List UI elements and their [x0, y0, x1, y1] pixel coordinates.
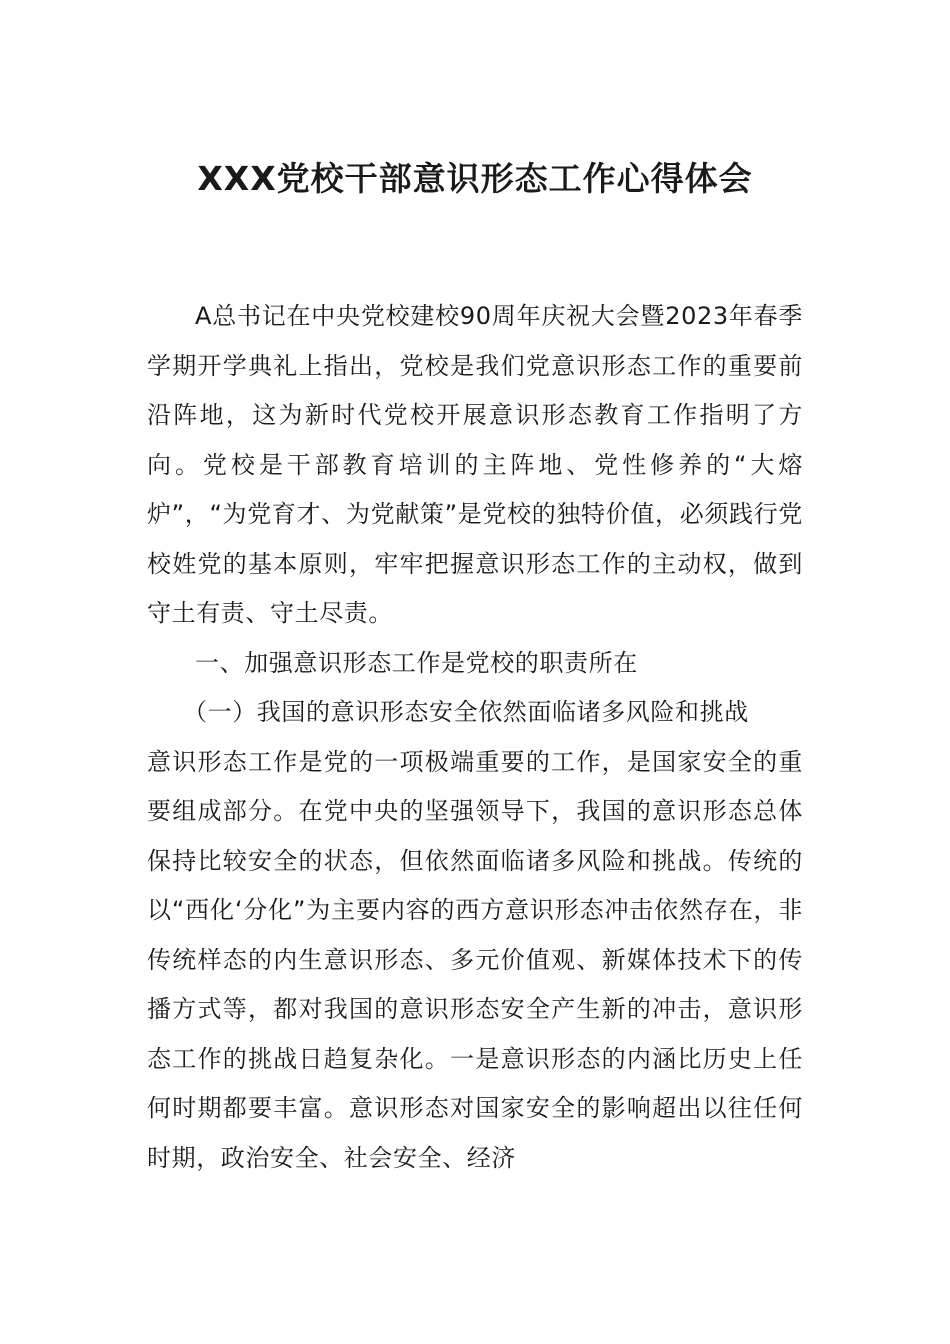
document-title: XXX党校干部意识形态工作心得体会 [197, 159, 753, 198]
section-heading: 一、加强意识形态工作是党校的职责所在 [195, 648, 638, 677]
subsection-heading: （一）我国的意识形态安全依然面临诸多风险和挑战 [183, 698, 749, 726]
document-body [147, 292, 803, 1183]
intro-paragraph: A总书记在中央党校建校90周年庆祝大会暨2023年春季学期开学典礼上指出，党校是我们党意识形态工作的重要前沿阵地，这为新时代党校开展意识形态教育工作指明了方向。党校是干部教育培训的主阵地、党性修养的“大熔炉”，“为党育才、为党献策”是党校的独特价值，必须践行党校姓党的基本原则，牢牢把握意识形态工作的主动权，做到守土有责、守土尽责。 [147, 302, 803, 627]
body-paragraph: 意识形态工作是党的一项极端重要的工作，是国家安全的重要组成部分。在党中央的坚强领导下，我国的意识形态总体保持比较安全的状态，但依然面临诸多风险和挑战。传统的以“西化‘分化”为主要内容的西方意识形态冲击依然存在，非传统样态的内生意识形态、多元价值观、新媒体技术下的传播方式等，都对我国的意识形态安全产生新的冲击，意识形态工作的挑战日趋复杂化。一是意识形态的内涵比历史上任何时期都要丰富。意识形态对国家安全的影响超出以往任何时期，政治安全、社会安全、经济 [147, 747, 803, 1172]
